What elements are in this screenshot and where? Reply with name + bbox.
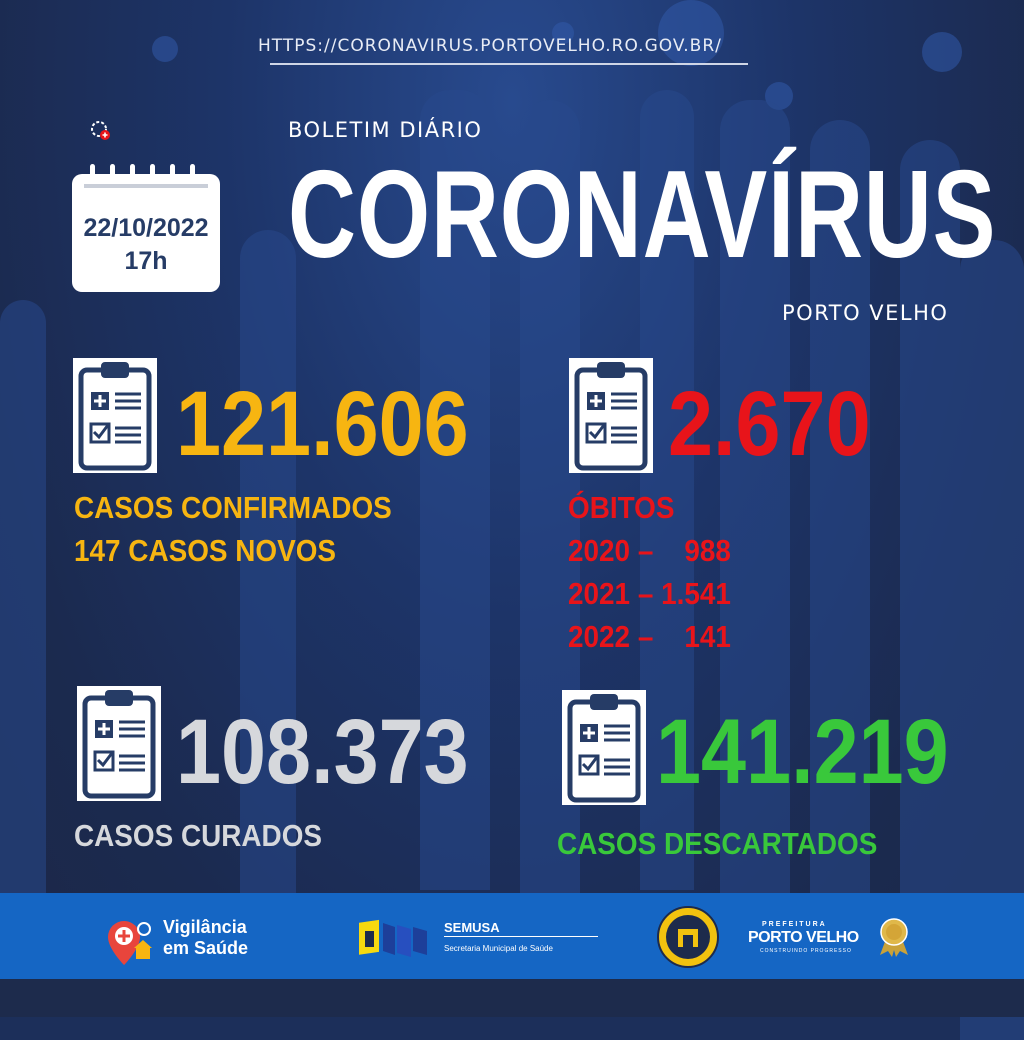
deaths-2022: 2022 – 141 bbox=[568, 619, 731, 654]
semusa-logo-icon bbox=[357, 917, 431, 959]
discarded-cases-label: CASOS DESCARTADOS bbox=[557, 826, 878, 861]
vigilancia-logo-text bbox=[163, 917, 248, 959]
confirmed-cases-value: 121.606 bbox=[176, 373, 469, 475]
prefeitura-tagline: CONSTRUINDO PROGRESSO bbox=[760, 948, 852, 954]
medal-icon bbox=[876, 917, 912, 957]
website-url[interactable]: HTTPS://CORONAVIRUS.PORTOVELHO.RO.GOV.BR/ bbox=[258, 36, 722, 56]
page-title: CORONAVÍRUS bbox=[288, 146, 997, 284]
prefeitura-label: PREFEITURA bbox=[762, 921, 827, 928]
deaths-2020: 2020 – 988 bbox=[568, 533, 731, 568]
deaths-2021: 2021 – 1.541 bbox=[568, 576, 731, 611]
bulletin-subtitle: BOLETIM DIÁRIO bbox=[288, 118, 483, 142]
clipboard-icon bbox=[562, 690, 646, 805]
clipboard-icon bbox=[73, 358, 157, 473]
confirmed-cases-label: CASOS CONFIRMADOS bbox=[74, 490, 392, 525]
clipboard-icon bbox=[569, 358, 653, 473]
deaths-value: 2.670 bbox=[668, 373, 871, 475]
location-pin-icon bbox=[104, 917, 154, 967]
bulletin-date: 22/10/2022 bbox=[83, 214, 209, 242]
semusa-divider bbox=[444, 936, 598, 937]
footer-bottom-strip bbox=[0, 979, 1024, 1017]
semusa-subtitle: Secretaria Municipal de Saúde bbox=[444, 944, 553, 953]
city-name: PORTO VELHO bbox=[782, 301, 949, 325]
bulletin-time: 17h bbox=[124, 247, 168, 275]
city-seal-icon bbox=[656, 905, 720, 969]
recovered-cases-value: 108.373 bbox=[176, 701, 469, 803]
discarded-cases-value: 141.219 bbox=[656, 701, 949, 803]
clipboard-icon bbox=[77, 686, 161, 801]
semusa-name: SEMUSA bbox=[444, 920, 500, 935]
prefeitura-city: PORTO VELHO bbox=[748, 929, 859, 946]
url-underline bbox=[270, 63, 748, 65]
vigilancia-line2: em Saúde bbox=[163, 938, 249, 958]
new-cases-label: 147 CASOS NOVOS bbox=[74, 533, 337, 568]
deaths-label: ÓBITOS bbox=[568, 490, 675, 525]
vigilancia-line1: Vigilância bbox=[163, 917, 247, 937]
virus-icon bbox=[88, 118, 112, 142]
recovered-cases-label: CASOS CURADOS bbox=[74, 818, 323, 853]
calendar-icon bbox=[72, 164, 220, 292]
